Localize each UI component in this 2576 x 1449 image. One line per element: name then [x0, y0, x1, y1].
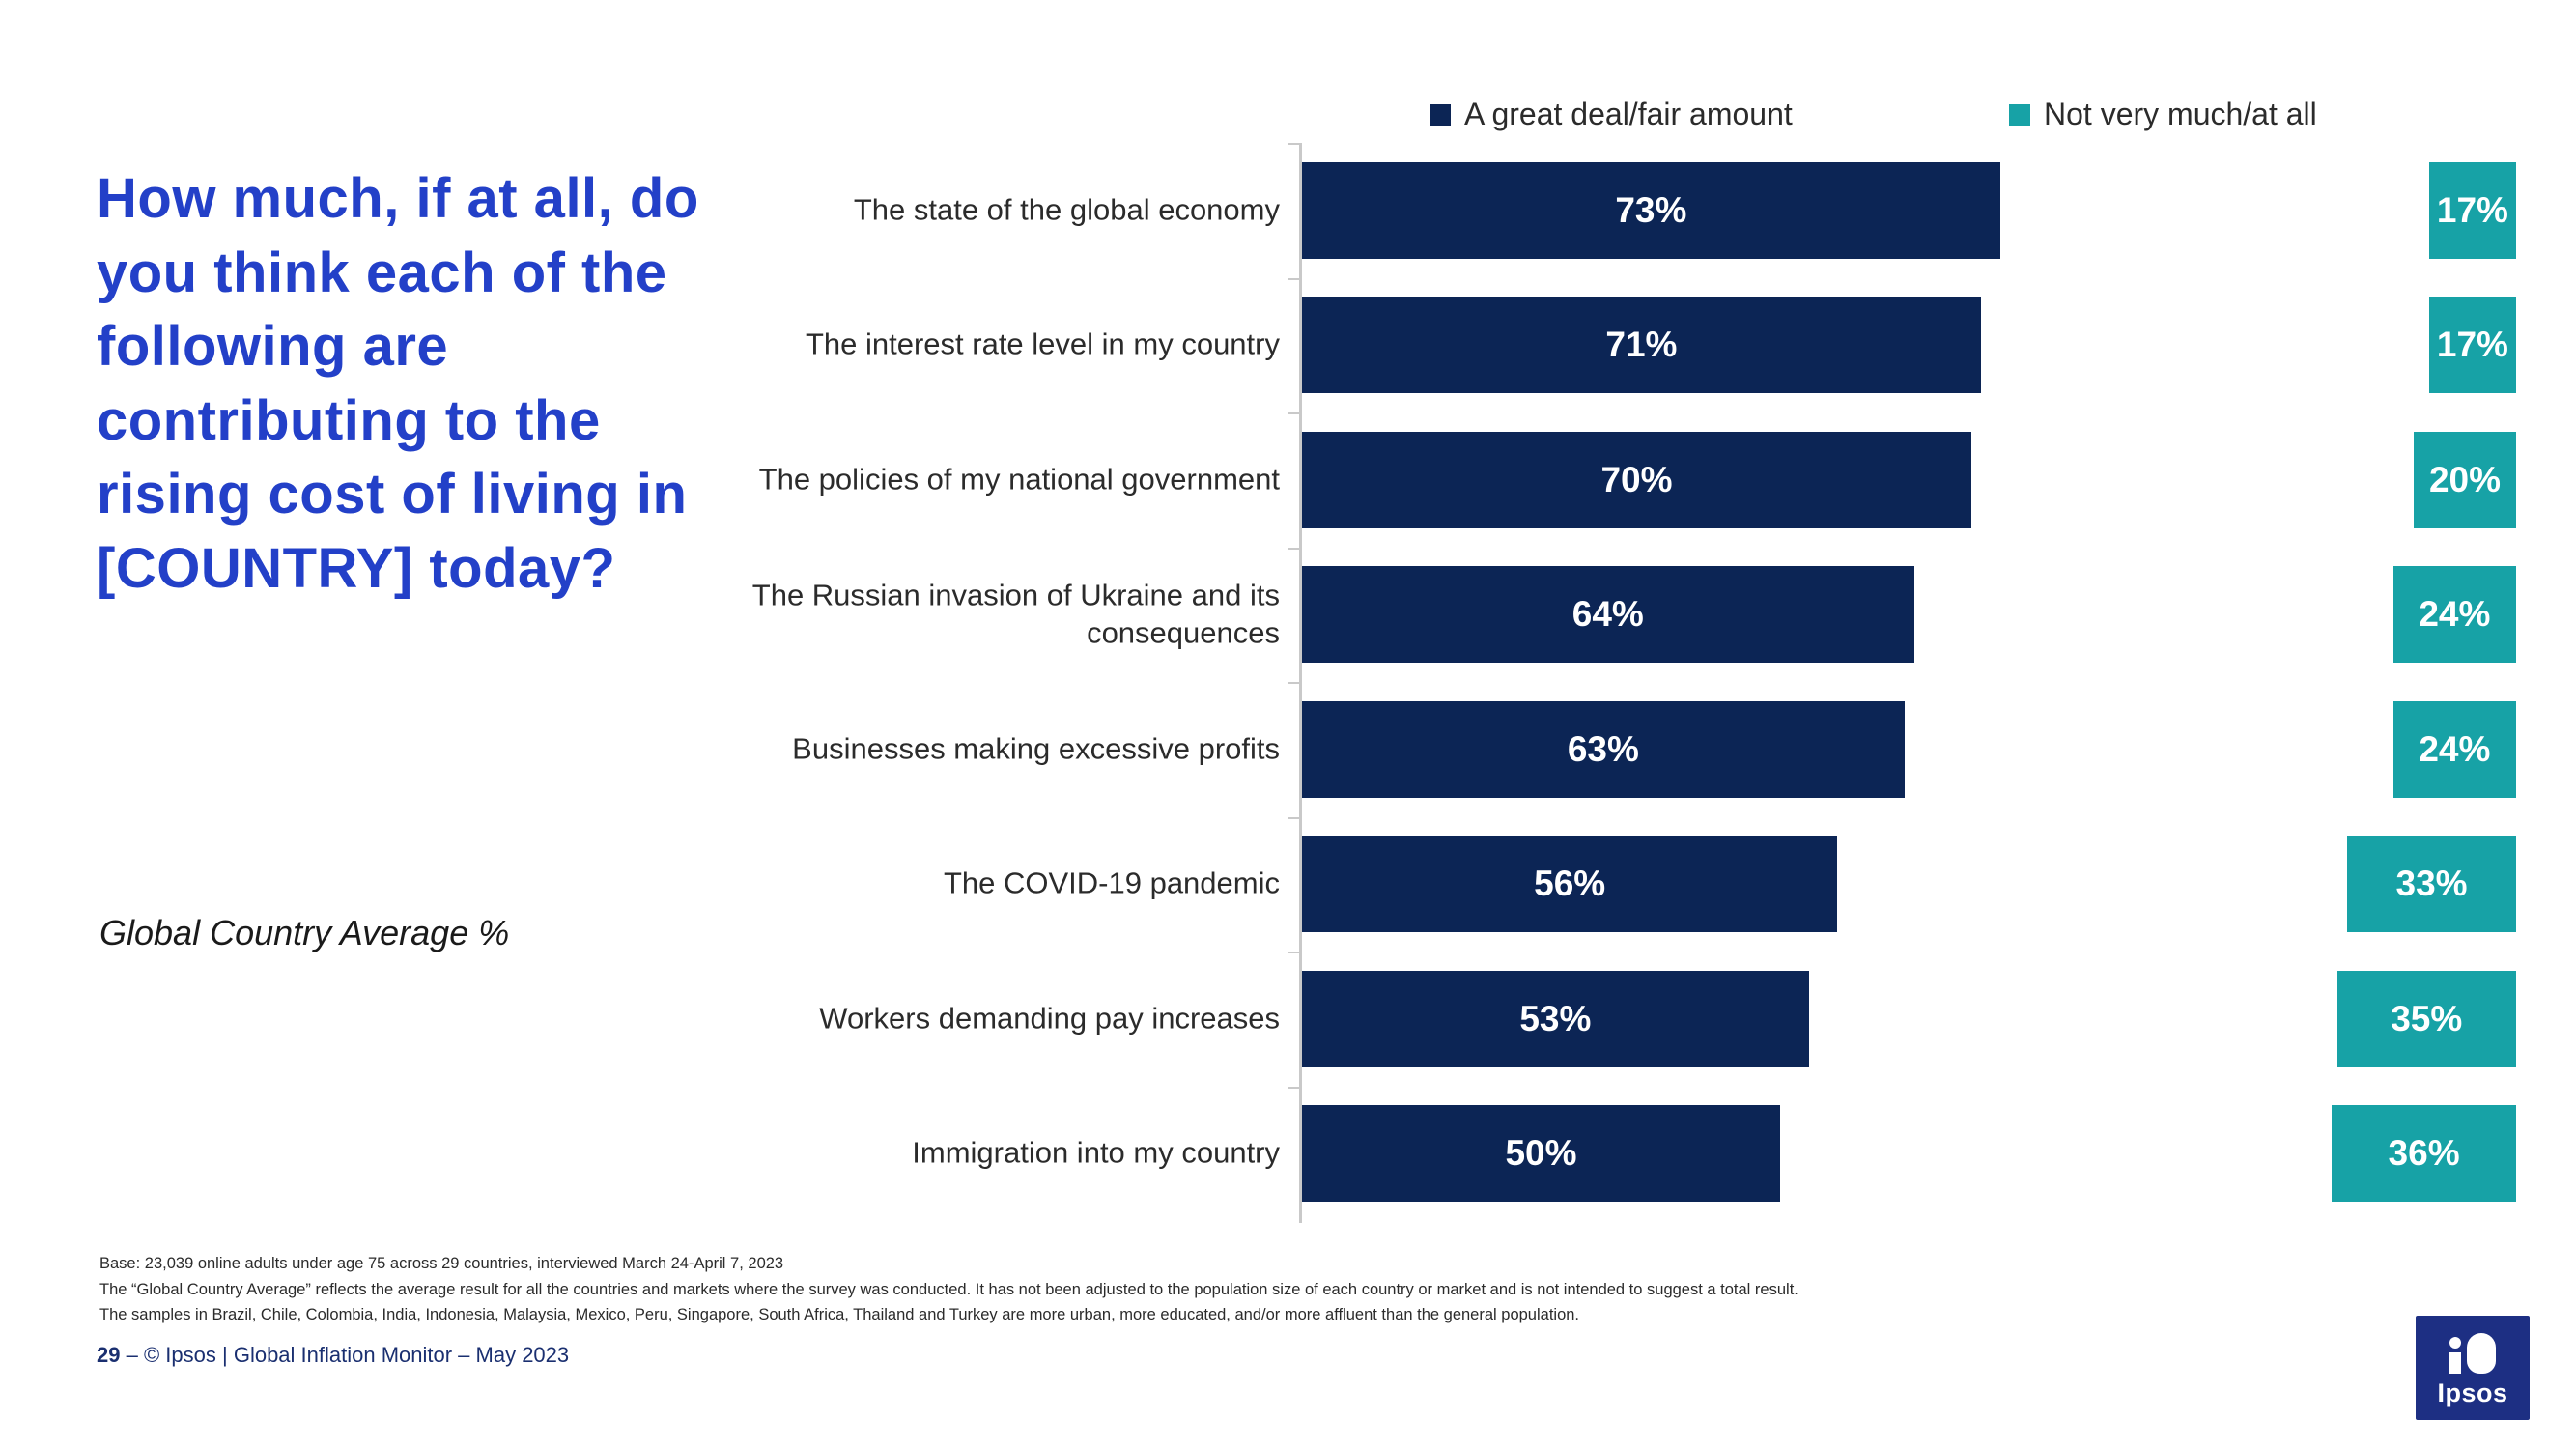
- bar-value-label: 64%: [1571, 594, 1644, 635]
- bar-not-very-much: [2393, 566, 2516, 663]
- bar-value-label: 24%: [2419, 594, 2491, 635]
- footer-copyright: © Ipsos | Global Inflation Monitor – May 2023: [143, 1343, 570, 1367]
- bar-value-label: 50%: [1505, 1133, 1577, 1174]
- legend-item-label: A great deal/fair amount: [1464, 97, 1793, 131]
- bar-value-label: 56%: [1534, 864, 1606, 904]
- footnote-global-average: The “Global Country Average” reflects the average result for all the countries and markets where the survey was conducted. It has not been adjusted to the population size of each country or market and is not intended to suggest a total result.: [99, 1280, 1798, 1298]
- bar-great-deal: [1302, 566, 1914, 663]
- category-label: Businesses making excessive profits: [792, 731, 1280, 766]
- legend-item-great-deal: [1430, 97, 1793, 132]
- bar-value-label: 24%: [2419, 728, 2491, 769]
- category-label: Workers demanding pay increases: [819, 1001, 1280, 1036]
- footer-dash: –: [126, 1343, 138, 1367]
- bar-value-label: 70%: [1600, 459, 1673, 499]
- legend-swatch-icon: [1430, 104, 1451, 126]
- legend-swatch-icon: [2009, 104, 2030, 126]
- bar-great-deal: [1302, 432, 1971, 528]
- chart-legend: [1391, 97, 2502, 139]
- axis-tick: [1288, 817, 1300, 819]
- bar-not-very-much: [2414, 432, 2516, 528]
- bar-great-deal: [1302, 971, 1809, 1067]
- bar-great-deal: [1302, 1105, 1780, 1202]
- bar-not-very-much: [2429, 162, 2516, 259]
- bar-chart: [734, 143, 2521, 1223]
- bar-value-label: 63%: [1567, 728, 1639, 769]
- axis-tick: [1288, 548, 1300, 550]
- bar-value-label: 71%: [1605, 325, 1678, 365]
- chart-row: [734, 278, 2521, 413]
- axis-tick: [1288, 412, 1300, 414]
- chart-row: [734, 817, 2521, 952]
- page-title: How much, if at all, do you think each of the following are contributing to the rising cost of living in [COUNTRY] today?: [97, 167, 699, 600]
- chart-row: [734, 682, 2521, 817]
- bar-great-deal: [1302, 701, 1905, 798]
- bar-value-label: 36%: [2388, 1133, 2460, 1174]
- bar-not-very-much: [2393, 701, 2516, 798]
- axis-tick: [1288, 278, 1300, 280]
- bar-value-label: 17%: [2436, 325, 2508, 365]
- ipsos-logo: [2416, 1316, 2530, 1420]
- ipsos-wordmark: Ipsos: [2437, 1378, 2508, 1407]
- bar-great-deal: [1302, 836, 1837, 932]
- bar-not-very-much: [2332, 1105, 2516, 1202]
- chart-row: [734, 952, 2521, 1087]
- bar-not-very-much: [2337, 971, 2517, 1067]
- footnote-base: Base: 23,039 online adults under age 75 across 29 countries, interviewed March 24-April 7, 2023: [99, 1255, 784, 1272]
- bar-great-deal: [1302, 162, 2000, 259]
- bar-value-label: 33%: [2395, 864, 2468, 904]
- chart-row: [734, 548, 2521, 683]
- axis-tick: [1288, 682, 1300, 684]
- footnote-samples: The samples in Brazil, Chile, Colombia, India, Indonesia, Malaysia, Mexico, Peru, Singapore, South Africa, Thailand and Turkey are more urban, more educated, and/or more affluent than the general population.: [99, 1306, 1580, 1324]
- category-label: Immigration into my country: [912, 1135, 1280, 1170]
- chart-row: [734, 412, 2521, 548]
- footnotes: [99, 1251, 2128, 1328]
- bar-value-label: 17%: [2436, 189, 2508, 230]
- page-number: 29: [97, 1343, 121, 1367]
- category-label: The policies of my national government: [758, 462, 1280, 497]
- legend-item-label: Not very much/at all: [2044, 97, 2317, 131]
- bar-value-label: 35%: [2391, 998, 2463, 1038]
- category-label: The COVID-19 pandemic: [943, 866, 1280, 900]
- axis-tick: [1288, 952, 1300, 953]
- axis-tick: [1288, 143, 1300, 145]
- category-label: The Russian invasion of Ukraine and its consequences: [751, 578, 1280, 650]
- category-label: The interest rate level in my country: [805, 327, 1280, 361]
- chart-row: [734, 1087, 2521, 1222]
- bar-not-very-much: [2347, 836, 2516, 932]
- chart-subtitle: Global Country Average %: [99, 913, 510, 952]
- bar-not-very-much: [2429, 297, 2516, 393]
- bar-value-label: 53%: [1519, 998, 1592, 1038]
- ipsos-mark-icon: [2446, 1331, 2500, 1374]
- page-footer: [97, 1343, 569, 1368]
- bar-great-deal: [1302, 297, 1981, 393]
- axis-tick: [1288, 1087, 1300, 1089]
- legend-item-not-very-much: [2009, 97, 2317, 132]
- bar-value-label: 20%: [2428, 459, 2502, 499]
- chart-row: [734, 143, 2521, 278]
- category-label: The state of the global economy: [853, 192, 1280, 227]
- bar-value-label: 73%: [1615, 189, 1687, 230]
